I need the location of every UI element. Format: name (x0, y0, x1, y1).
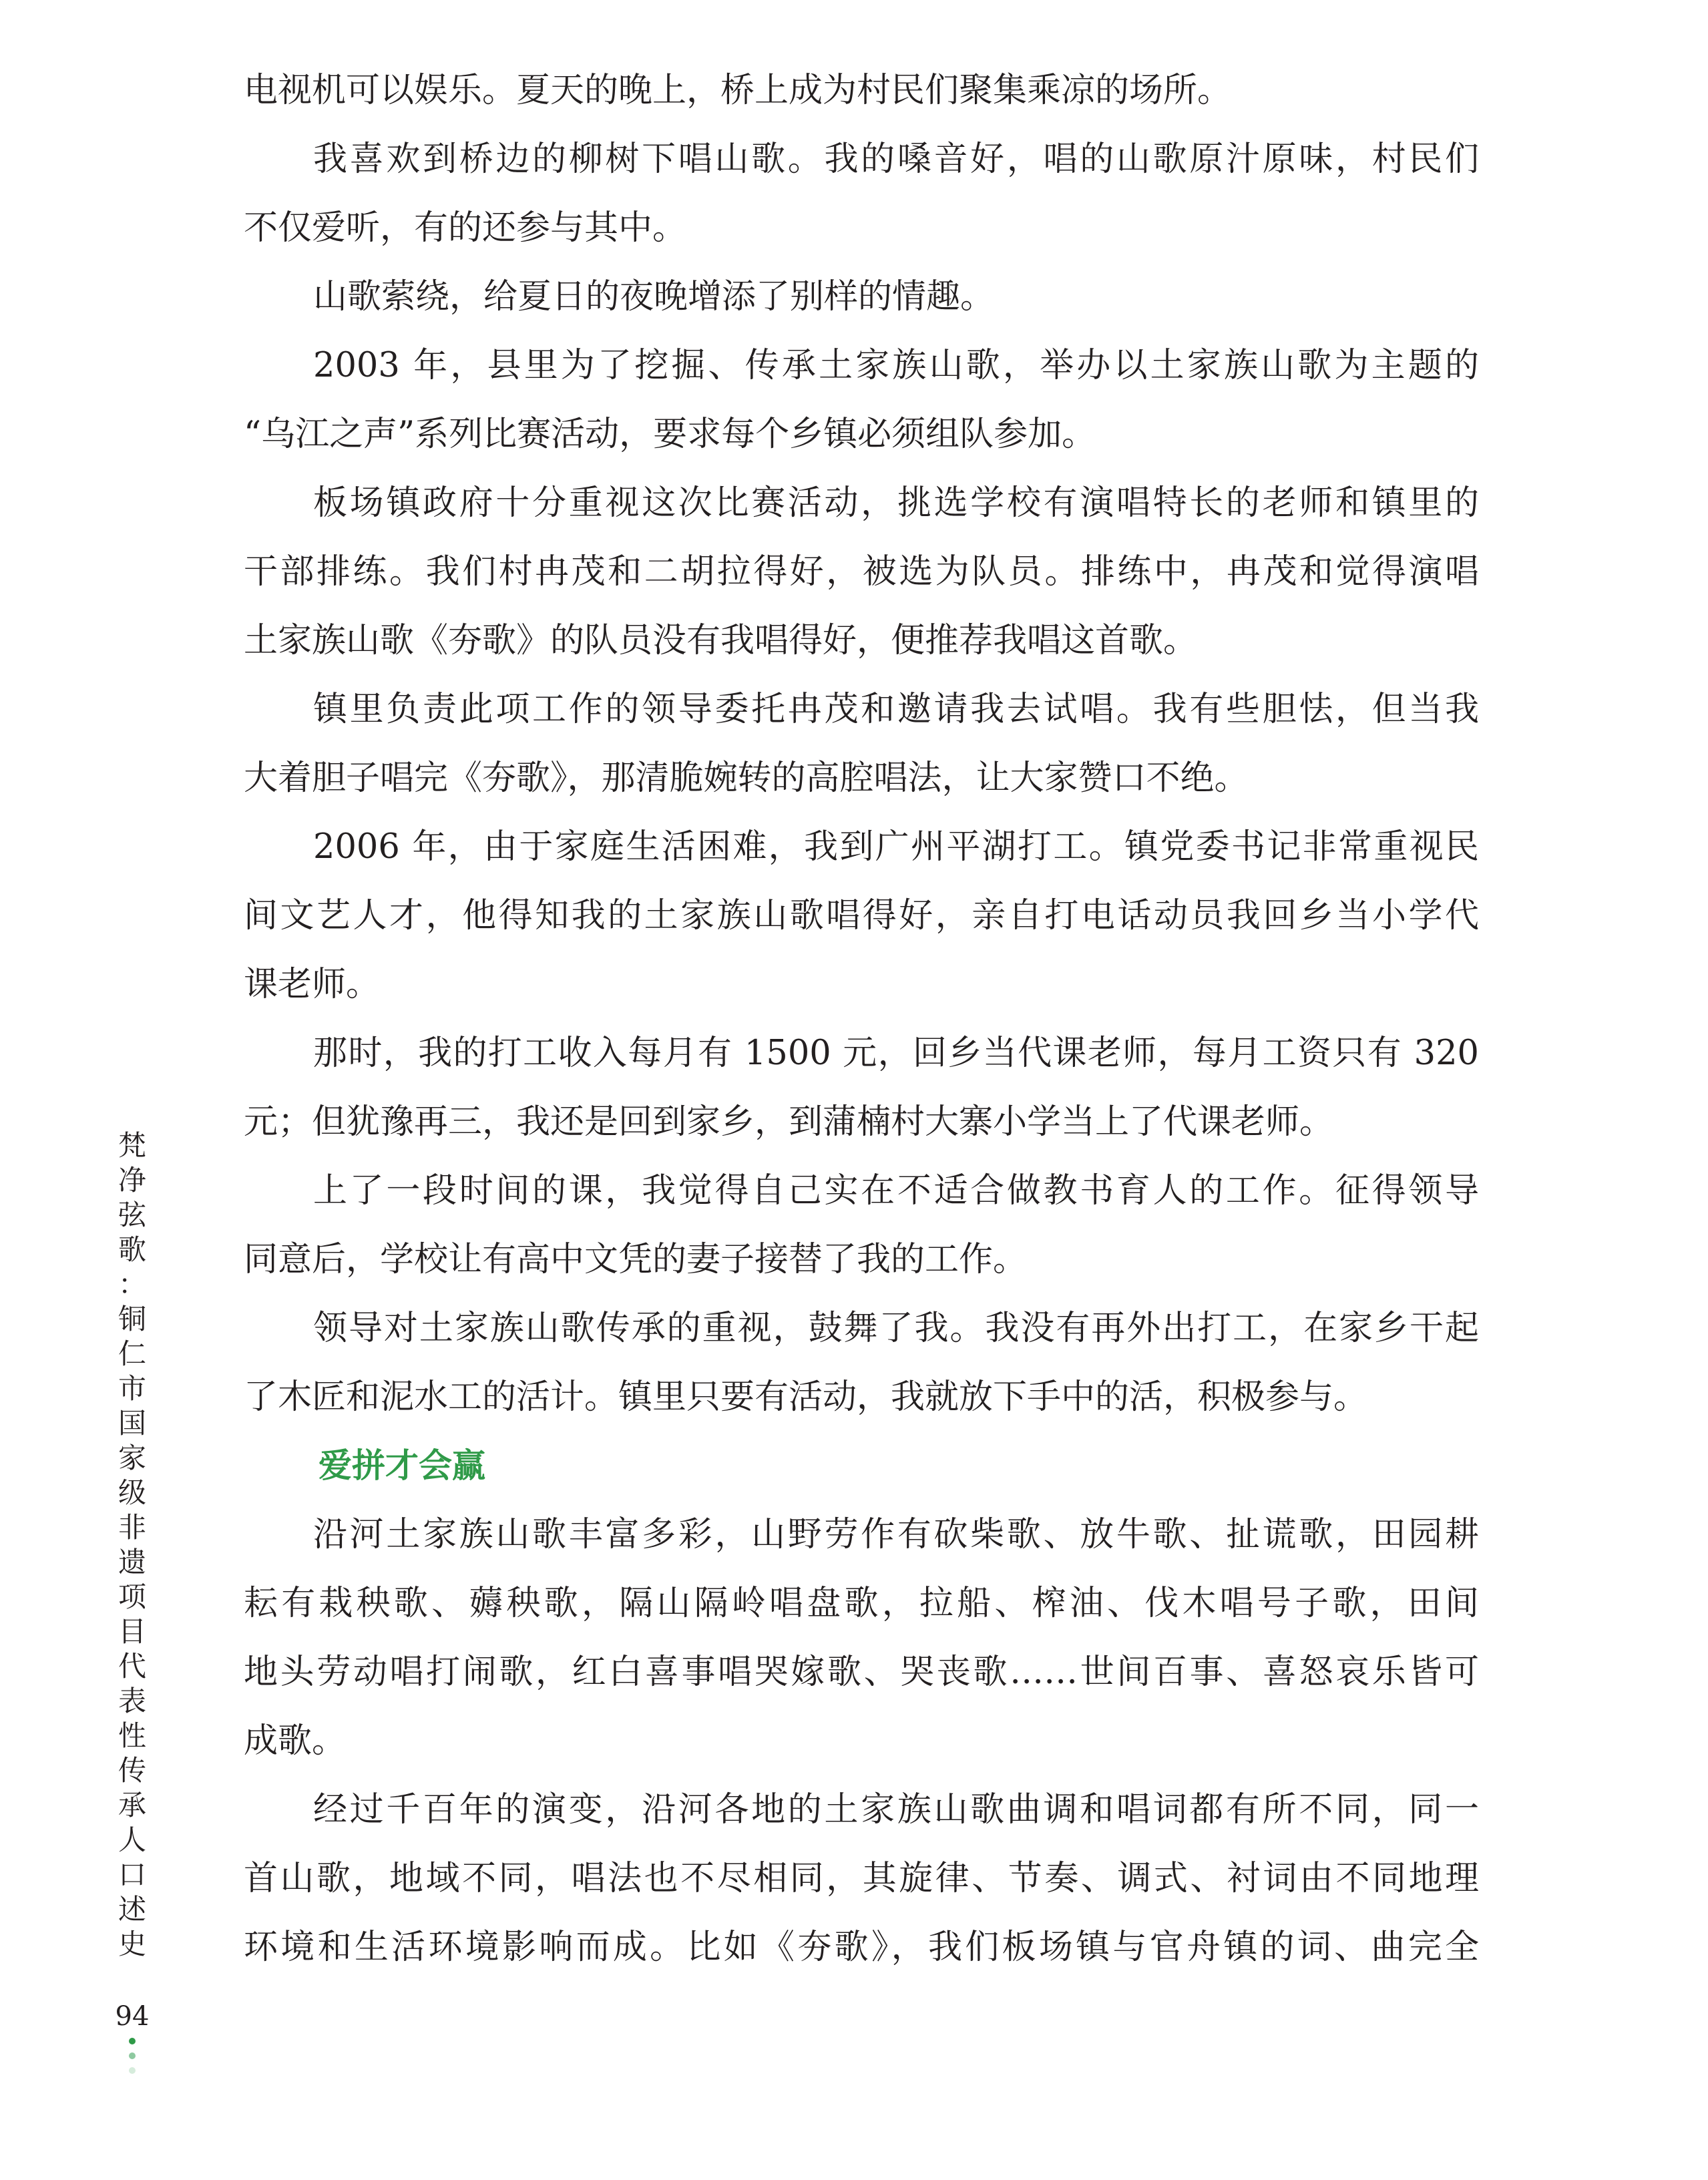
title-char: 歌 (118, 1233, 146, 1266)
title-char: 性 (118, 1719, 146, 1752)
text-line: 环境和生活环境影响而成。比如《夯歌》，我们板场镇与官舟镇的词、曲完全 (244, 1928, 1479, 1967)
text-line: 沿河土家族山歌丰富多彩，山野劳作有砍柴歌、放牛歌、扯谎歌，田园耕 (313, 1515, 1479, 1554)
book-title-vertical (112, 1128, 152, 1962)
text-line: 同意后，学校让有高中文凭的妻子接替了我的工作。 (244, 1240, 1028, 1279)
text-line: 镇里负责此项工作的领导委托冉茂和邀请我去试唱。我有些胆怯，但当我 (313, 690, 1479, 729)
text-line: 那时，我的打工收入每月有 1500 元，回乡当代课老师，每月工资只有 320 (313, 1034, 1479, 1073)
title-char: ： (118, 1268, 146, 1301)
title-char: 承 (118, 1789, 146, 1821)
title-char: 净 (118, 1164, 146, 1196)
page-marker-dots (127, 2038, 138, 2082)
text-line: 元；但犹豫再三，我还是回到家乡，到蒲楠村大寨小学当上了代课老师。 (244, 1102, 1334, 1142)
title-char: 代 (118, 1650, 146, 1683)
text-line: 2006 年，由于家庭生活困难，我到广州平湖打工。镇党委书记非常重视民 (313, 827, 1479, 867)
text-line: 成歌。 (244, 1721, 347, 1761)
text-line: 山歌萦绕，给夏日的夜晚增添了别样的情趣。 (313, 277, 995, 316)
text-line: 了木匠和泥水工的活计。镇里只要有活动，我就放下手中的活，积极参与。 (244, 1377, 1368, 1417)
text-line: 2003 年，县里为了挖掘、传承土家族山歌，举办以土家族山歌为主题的 (313, 346, 1479, 385)
title-char: 口 (118, 1858, 146, 1891)
text-line: 土家族山歌《夯歌》的队员没有我唱得好，便推荐我唱这首歌。 (244, 621, 1198, 660)
text-line: 课老师。 (244, 965, 381, 1004)
text-line: 间文艺人才，他得知我的土家族山歌唱得好，亲自打电话动员我回乡当小学代 (244, 896, 1479, 935)
title-char: 表 (118, 1685, 146, 1717)
text-line: “乌江之声”系列比赛活动，要求每个乡镇必须组队参加。 (244, 415, 1096, 454)
title-char: 铜 (118, 1303, 146, 1335)
title-char: 国 (118, 1407, 146, 1440)
title-char: 述 (118, 1893, 146, 1926)
title-char: 级 (118, 1476, 146, 1509)
text-line: 首山歌，地域不同，唱法也不尽相同，其旋律、节奏、调式、衬词由不同地理 (244, 1859, 1479, 1898)
body-text (244, 56, 1479, 1982)
marker-dot (129, 2038, 136, 2044)
text-line: 电视机可以娱乐。夏天的晚上，桥上成为村民们聚集乘凉的场所。 (244, 71, 1232, 110)
page-number: 94 (115, 2001, 150, 2032)
title-char: 家 (118, 1442, 146, 1474)
title-char: 项 (118, 1580, 146, 1613)
text-line: 板场镇政府十分重视这次比赛活动，挑选学校有演唱特长的老师和镇里的 (313, 483, 1479, 523)
text-line: 经过千百年的演变，沿河各地的土家族山歌曲调和唱词都有所不同，同一 (313, 1790, 1479, 1829)
text-line: 干部排练。我们村冉茂和二胡拉得好，被选为队员。排练中，冉茂和觉得演唱 (244, 552, 1479, 592)
title-char: 仁 (118, 1337, 146, 1370)
title-char: 非 (118, 1511, 146, 1544)
title-char: 遗 (118, 1546, 146, 1578)
title-char: 市 (118, 1372, 146, 1405)
title-char: 目 (118, 1615, 146, 1648)
title-char: 传 (118, 1754, 146, 1787)
title-char: 史 (118, 1928, 146, 1960)
marker-dot (129, 2052, 136, 2059)
text-line: 大着胆子唱完《夯歌》，那清脆婉转的高腔唱法，让大家赞口不绝。 (244, 758, 1249, 798)
title-char: 弦 (118, 1198, 146, 1231)
text-line: 不仅爱听，有的还参与其中。 (244, 208, 687, 248)
text-line: 耘有栽秧歌、薅秧歌，隔山隔岭唱盘歌，拉船、榨油、伐木唱号子歌，田间 (244, 1584, 1479, 1623)
text-line: 上了一段时间的课，我觉得自己实在不适合做教书育人的工作。征得领导 (313, 1171, 1479, 1211)
title-char: 人 (118, 1823, 146, 1856)
section-heading: 爱拼才会赢 (318, 1446, 485, 1485)
text-line: 领导对土家族山歌传承的重视，鼓舞了我。我没有再外出打工，在家乡干起 (313, 1309, 1479, 1348)
marker-dot (129, 2067, 136, 2074)
text-line: 地头劳动唱打闹歌，红白喜事唱哭嫁歌、哭丧歌……世间百事、喜怒哀乐皆可 (244, 1653, 1479, 1692)
title-char: 梵 (118, 1129, 146, 1162)
text-line: 我喜欢到桥边的柳树下唱山歌。我的嗓音好，唱的山歌原汁原味，村民们 (313, 140, 1479, 179)
